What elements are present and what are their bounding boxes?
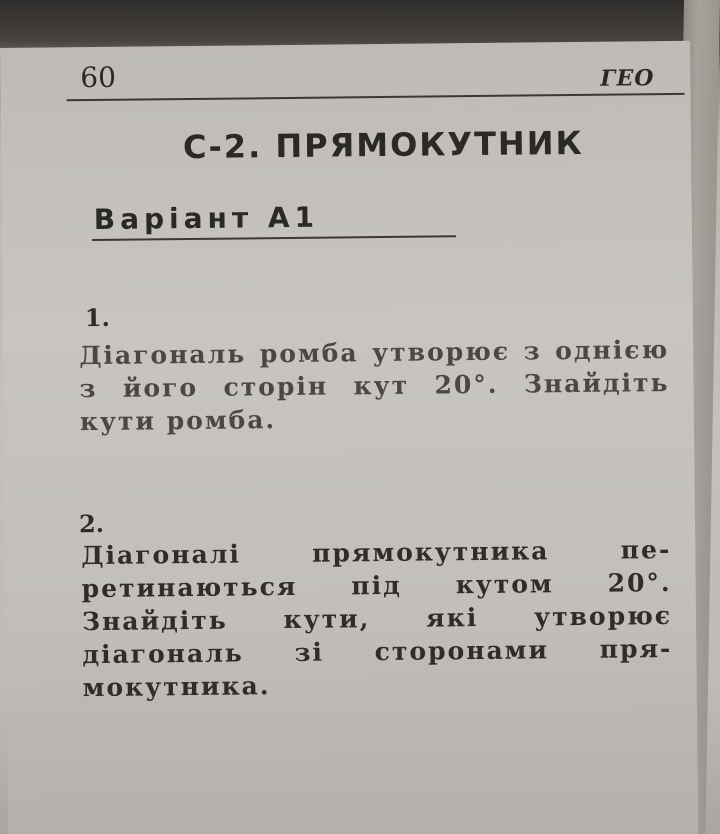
header-rule <box>67 93 685 101</box>
problem-1-number: 1. <box>84 302 111 333</box>
problem-2-text: Діагоналі прямокутника пе-ретинаються під кутом 20°. Знайдіть кути, які утворює діагональ зі сторонами пря-мокутника. <box>81 534 673 703</box>
variant-title: Варіант А1 <box>93 200 320 237</box>
variant-underline <box>92 235 456 241</box>
running-head: ГЕО <box>600 65 655 92</box>
page-number: 60 <box>80 60 117 95</box>
problem-1-text: Діагональ ромба утворює з однією з його сторін кут 20°. Знайдіть кути ромба. <box>79 335 670 437</box>
section-title: С-2. ПРЯМОКУТНИК <box>182 123 584 167</box>
book-page <box>0 41 698 834</box>
problem-2-number: 2. <box>78 508 105 539</box>
